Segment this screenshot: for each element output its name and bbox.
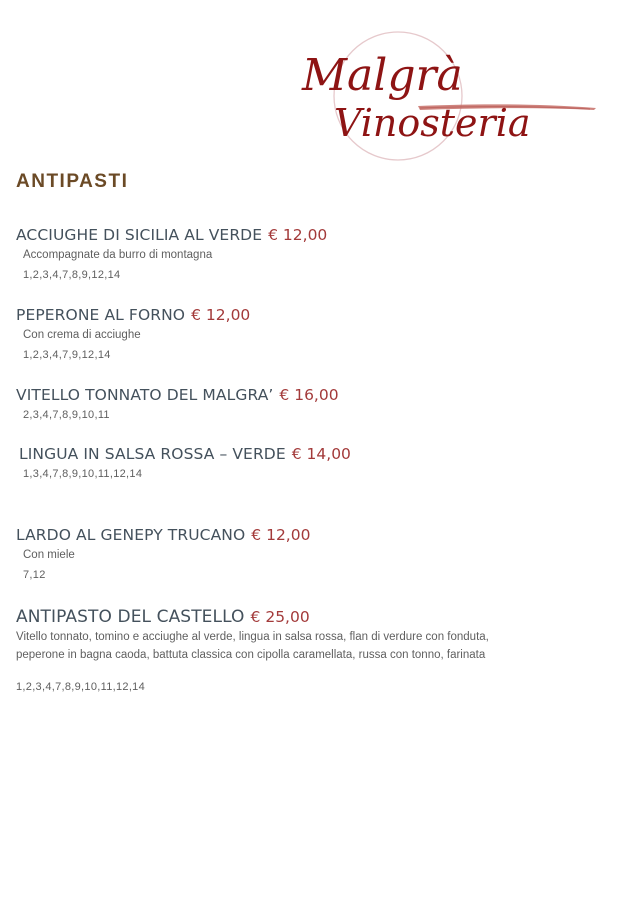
logo-graphic — [298, 30, 598, 170]
dish-allergens: 1,2,3,4,7,8,9,12,14 — [23, 269, 121, 281]
dish-name: ACCIUGHE DI SICILIA AL VERDE — [16, 226, 263, 244]
dish-price: € 25,00 — [250, 608, 310, 626]
dish-description: Accompagnate da burro di montagna — [23, 249, 213, 261]
dish-name: LINGUA IN SALSA ROSSA – VERDE — [19, 445, 286, 463]
menu-item-lingua — [19, 445, 351, 480]
menu-item-antipasto-castello — [16, 607, 616, 693]
dish-price: € 14,00 — [291, 445, 351, 463]
dish-allergens: 1,2,3,4,7,9,12,14 — [23, 349, 111, 361]
dish-allergens: 7,12 — [23, 569, 46, 581]
dish-price: € 12,00 — [251, 526, 311, 544]
logo-line1: Malgrà — [302, 50, 463, 101]
menu-item-peperone — [16, 306, 250, 361]
dish-description-line2: peperone in bagna caoda, battuta classica con cipolla caramellata, russa con tonno, farinata — [16, 649, 486, 661]
menu-item-vitello-tonnato — [16, 386, 339, 421]
dish-price: € 12,00 — [268, 226, 328, 244]
dish-name: LARDO AL GENEPY TRUCANO — [16, 526, 246, 544]
section-title: ANTIPASTI — [16, 171, 129, 192]
dish-allergens: 2,3,4,7,8,9,10,11 — [23, 409, 110, 421]
malgra-vinosteria-logo — [298, 30, 598, 170]
dish-allergens: 1,2,3,4,7,8,9,10,11,12,14 — [16, 681, 146, 693]
dish-price: € 16,00 — [279, 386, 339, 404]
menu-item-acciughe — [16, 226, 327, 281]
dish-price: € 12,00 — [191, 306, 251, 324]
dish-allergens: 1,3,4,7,8,9,10,11,12,14 — [23, 468, 143, 480]
menu-item-lardo — [16, 526, 310, 581]
dish-name: PEPERONE AL FORNO — [16, 306, 186, 324]
dish-name: VITELLO TONNATO DEL MALGRA’ — [16, 386, 274, 404]
dish-description-line1: Vitello tonnato, tomino e acciughe al verde, lingua in salsa rossa, flan di verdure con fonduta, — [16, 631, 489, 643]
logo-line2: Vinosteria — [334, 101, 531, 145]
dish-description: Con crema di acciughe — [23, 329, 141, 341]
dish-name: ANTIPASTO DEL CASTELLO — [16, 607, 245, 627]
dish-description: Con miele — [23, 549, 75, 561]
